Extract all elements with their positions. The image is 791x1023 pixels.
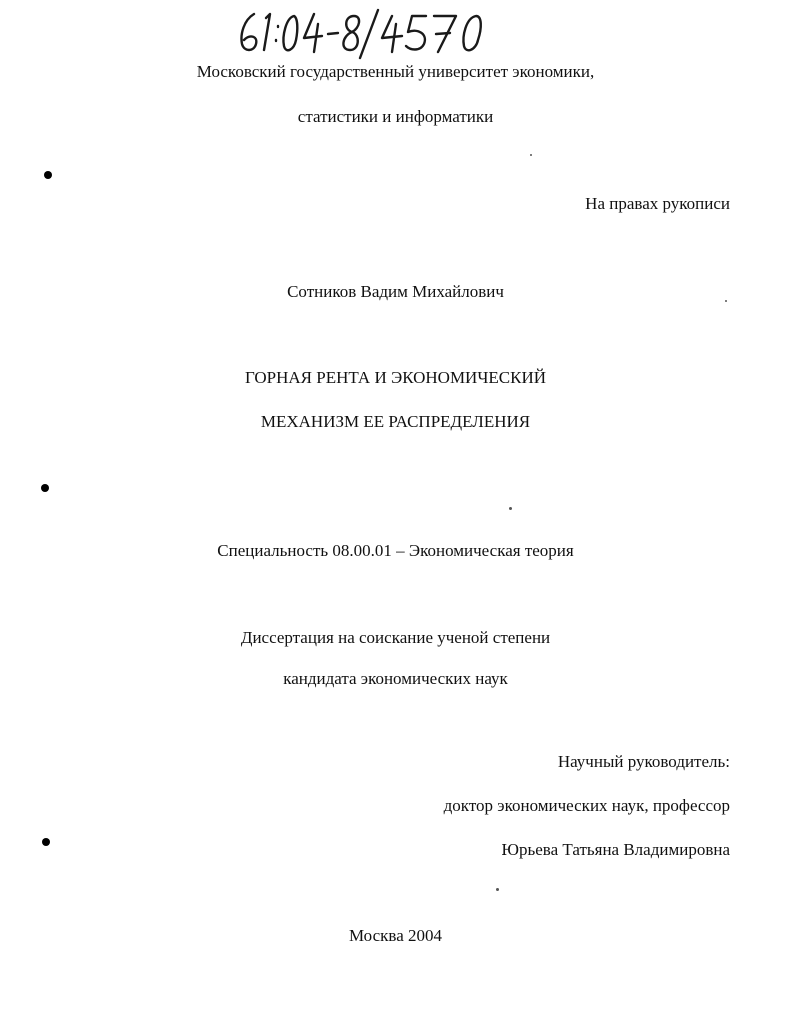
supervisor-label: Научный руководитель: <box>557 752 730 771</box>
scan-speck <box>530 154 532 156</box>
scan-speck <box>496 888 499 891</box>
binder-hole-mark <box>44 171 52 179</box>
scan-speck <box>725 300 727 302</box>
author-name: Сотников Вадим Михайлович <box>287 282 504 301</box>
dissertation-title-line2: МЕХАНИЗМ ЕЕ РАСПРЕДЕЛЕНИЯ <box>260 412 531 431</box>
handwritten-stamp-drawing <box>232 6 502 62</box>
dissertation-title-line1: ГОРНАЯ РЕНТА И ЭКОНОМИЧЕСКИЙ <box>244 368 546 387</box>
scan-speck <box>509 507 512 510</box>
degree-line1: Диссертация на соискание ученой степени <box>240 628 551 647</box>
city-year: Москва 2004 <box>348 926 443 945</box>
degree-line2: кандидата экономических наук <box>283 669 508 688</box>
binder-hole-mark <box>42 838 50 846</box>
supervisor-name: Юрьева Татьяна Владимировна <box>501 840 730 859</box>
university-name-line1: Московский государственный университет экономики, <box>196 62 595 81</box>
university-name-line2: статистики и информатики <box>297 107 494 126</box>
handwritten-catalog-stamp <box>232 6 502 62</box>
manuscript-note: На правах рукописи <box>585 194 730 213</box>
supervisor-degree: доктор экономических наук, профессор <box>443 796 730 815</box>
binder-hole-mark <box>41 484 49 492</box>
specialty-line: Специальность 08.00.01 – Экономическая теория <box>217 541 574 560</box>
